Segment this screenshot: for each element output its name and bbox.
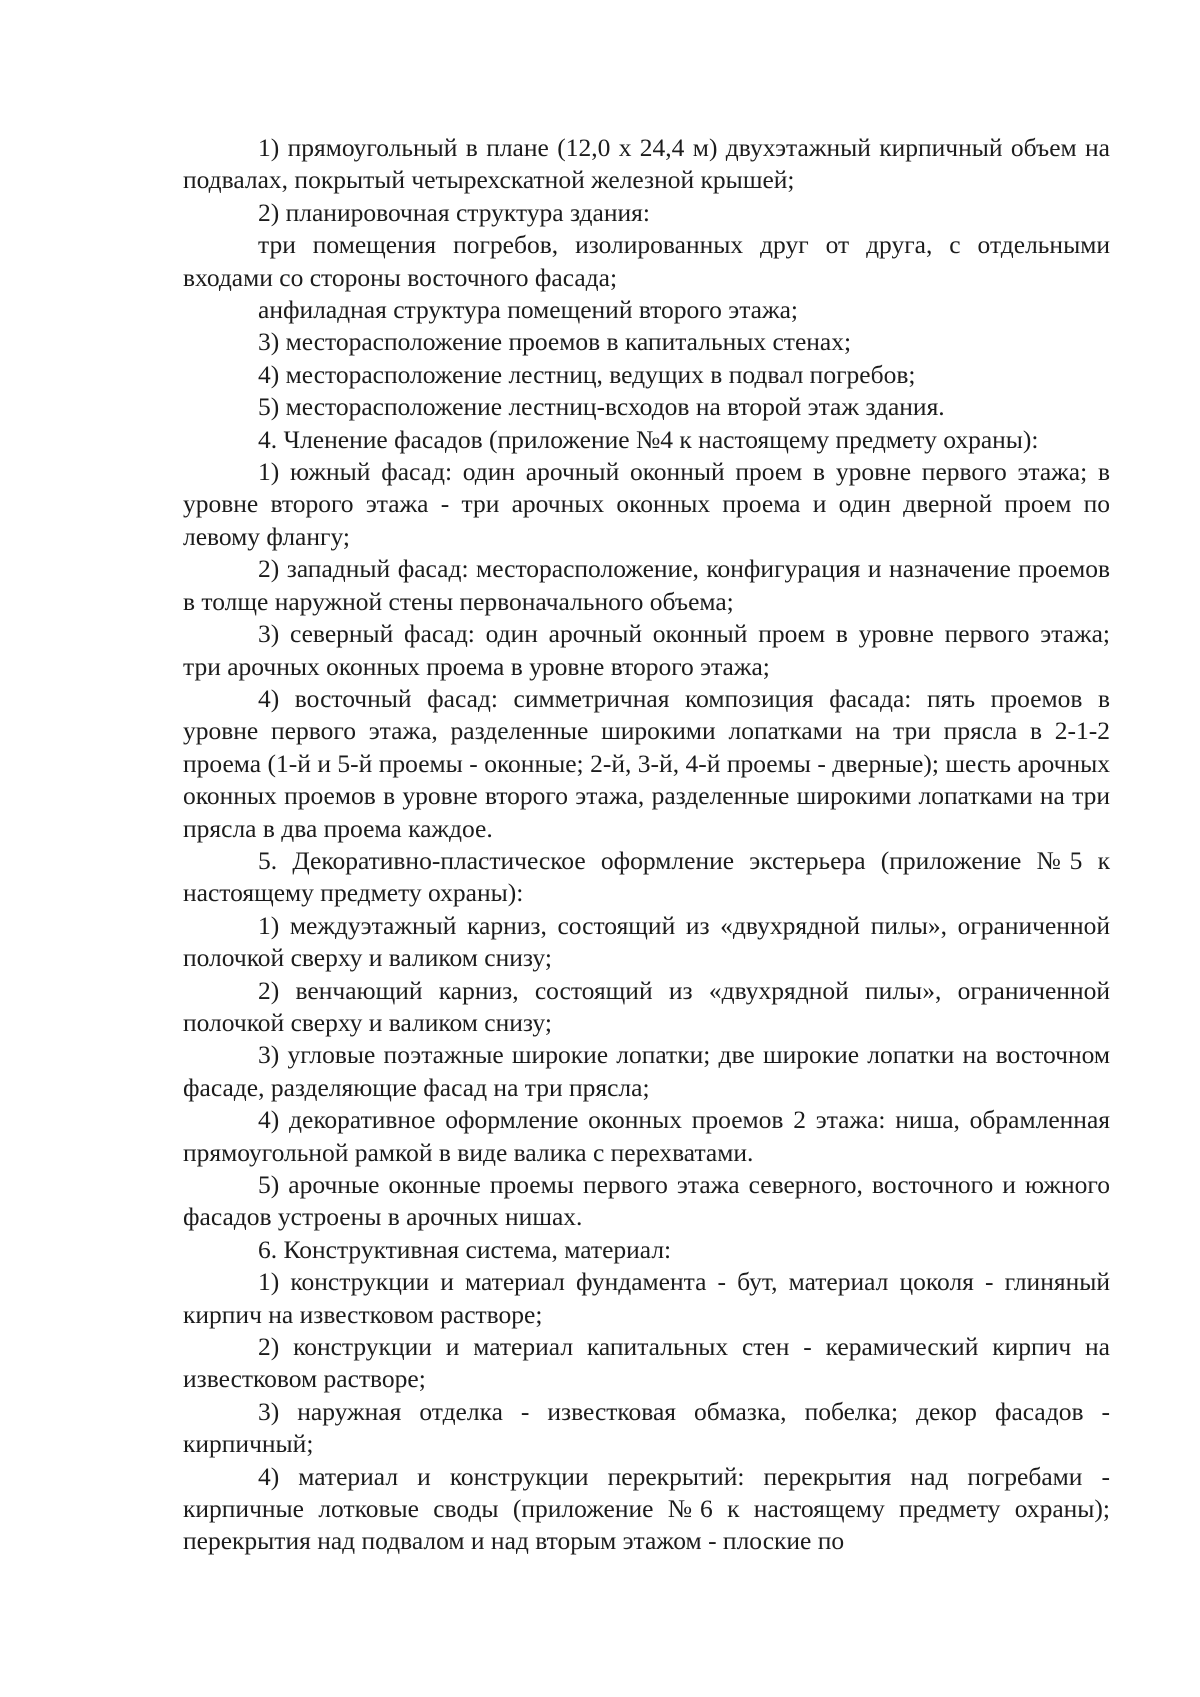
paragraph: 3) наружная отделка - известковая обмазка, побелка; декор фасадов - кирпичный; — [183, 1396, 1110, 1459]
paragraph: 1) конструкции и материал фундамента - бут, материал цоколя - глиняный кирпич на известковом растворе; — [183, 1267, 1110, 1329]
paragraph: 1) южный фасад: один арочный оконный проем в уровне первого этажа; в уровне второго этажа - три арочных оконных проема и один дверной проем по левому флангу; — [183, 457, 1110, 551]
paragraph: 4) декоративное оформление оконных проемов 2 этажа: ниша, обрамленная прямоугольной рамкой в виде валика с перехватами. — [183, 1105, 1110, 1167]
paragraph: 3) северный фасад: один арочный оконный проем в уровне первого этажа; три арочных оконных проема в уровне второго этажа; — [183, 619, 1110, 681]
paragraph: 5) месторасположение лестниц-всходов на второй этаж здания. — [258, 392, 945, 422]
section-heading-decor: 5. Декоративно-пластическое оформление экстерьера (приложение №5 к настоящему предмету охраны): — [183, 845, 1110, 908]
paragraph: 1) междуэтажный карниз, состоящий из «двухрядной пилы», ограниченной полочкой сверху и валиком снизу; — [183, 910, 1110, 973]
section-heading-facades: 4. Членение фасадов (приложение №4 к настоящему предмету охраны): — [258, 424, 1039, 454]
paragraph: 2) конструкции и материал капитальных стен - керамический кирпич на известковом растворе; — [183, 1332, 1110, 1394]
paragraph: три помещения погребов, изолированных друг от друга, с отдельными входами со стороны восточного фасада; — [183, 230, 1110, 292]
paragraph: 4) восточный фасад: симметричная композиция фасада: пять проемов в уровне первого этажа, разделенные широкими лопатками на три прясла в 2-1-2 проема (1-й и 5-й проемы - оконные; 2-й, 3-й, 4-й проемы - дверные); шесть арочных оконных проемов в уровне второго этажа, разделенные широкими лопатками на три прясла в два проема каждое. — [183, 683, 1110, 843]
paragraph: 3) угловые поэтажные широкие лопатки; две широкие лопатки на восточном фасаде, разделяющие фасад на три прясла; — [183, 1040, 1110, 1102]
section-heading-construction: 6. Конструктивная система, материал: — [258, 1234, 672, 1264]
document-body — [183, 132, 1110, 1558]
paragraph: 3) месторасположение проемов в капитальных стенах; — [258, 327, 852, 357]
paragraph: 5) арочные оконные проемы первого этажа северного, восточного и южного фасадов устроены в арочных нишах. — [183, 1170, 1110, 1232]
paragraph: 1) прямоугольный в плане (12,0 х 24,4 м) двухэтажный кирпичный объем на подвалах, покрытый четырехскатной железной крышей; — [183, 133, 1110, 195]
paragraph: анфиладная структура помещений второго этажа; — [258, 295, 798, 325]
paragraph: 2) западный фасад: месторасположение, конфигурация и назначение проемов в толще наружной стены первоначального объема; — [183, 554, 1110, 616]
paragraph: 2) венчающий карниз, состоящий из «двухрядной пилы», ограниченной полочкой сверху и валиком снизу; — [183, 975, 1110, 1037]
paragraph: 2) планировочная структура здания: — [258, 197, 650, 227]
paragraph: 4) месторасположение лестниц, ведущих в подвал погребов; — [258, 359, 916, 389]
paragraph: 4) материал и конструкции перекрытий: перекрытия над погребами - кирпичные лотковые своды (приложение №6 к настоящему предмету охраны); перекрытия над подвалом и над вторым этажом - плоские по — [183, 1461, 1110, 1556]
